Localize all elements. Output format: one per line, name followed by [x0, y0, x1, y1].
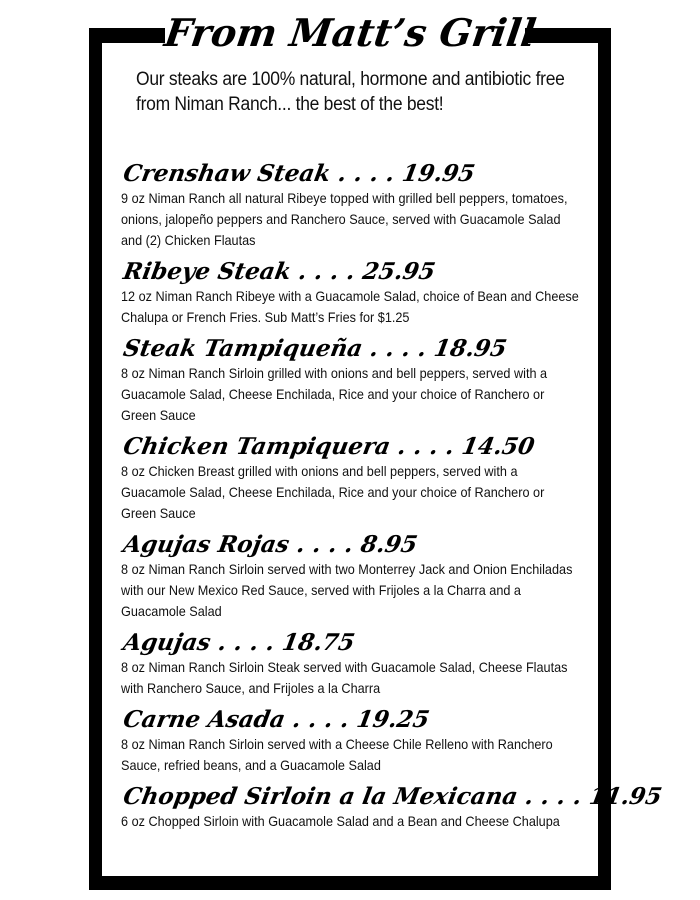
- menu-item-description: 8 oz Niman Ranch Sirloin served with two Monterrey Jack and Onion Enchiladas with our New Mexico Red Sauce, served with Frijoles a la Charra and a Guacamole Salad: [121, 561, 573, 619]
- menu-item-description: 9 oz Niman Ranch all natural Ribeye topped with grilled bell peppers, tomatoes, onions, jalopeño peppers and Ranchero Sauce, served with Guacamole Salad and (2) Chicken Flautas: [121, 190, 568, 248]
- menu-item-price: 18.75: [280, 629, 357, 656]
- menu-item-description: 8 oz Niman Ranch Sirloin served with a Cheese Chile Relleno with Ranchero Sauce, refried beans, and a Guacamole Salad: [121, 736, 553, 773]
- menu-item-name: Crenshaw Steak: [121, 160, 333, 187]
- menu-item-chopped-sirloin: [121, 783, 664, 832]
- menu-item-price: 19.95: [400, 160, 477, 187]
- menu-item-heading: Steak Tampiqueña . . . . 18.95: [121, 335, 509, 362]
- menu-item-name: Agujas Rojas: [121, 531, 292, 558]
- menu-item-description: 12 oz Niman Ranch Ribeye with a Guacamole Salad, choice of Bean and Cheese Chalupa or French Fries. Sub Matt’s Fries for $1.25: [121, 288, 579, 325]
- menu-item-price: 14.50: [459, 433, 537, 460]
- menu-item-crenshaw-steak: [121, 160, 591, 251]
- menu-item-chicken-tampiquera: [121, 433, 591, 524]
- menu-item-price: 19.25: [354, 706, 432, 733]
- menu-item-price: 25.95: [360, 258, 438, 285]
- menu-item-price: 18.95: [432, 335, 509, 362]
- menu-item-ribeye-steak: [121, 258, 591, 328]
- menu-item-name: Ribeye Steak: [121, 258, 294, 285]
- menu-item-agujas: [121, 629, 591, 699]
- menu-item-steak-tampiquena: [121, 335, 591, 426]
- menu-item-heading: Carne Asada . . . . 19.25: [121, 706, 432, 733]
- menu-list: [121, 160, 664, 839]
- menu-item-name: Chicken Tampiquera: [121, 433, 393, 460]
- menu-item-price: 11.95: [587, 783, 664, 810]
- menu-item-heading: Chopped Sirloin a la Mexicana . . . . 11.95: [121, 783, 664, 810]
- menu-intro: Our steaks are 100% natural, hormone and antibiotic free from Niman Ranch... the best of the best!: [136, 69, 565, 115]
- menu-item-heading: Agujas . . . . 18.75: [121, 629, 357, 656]
- menu-item-heading: Ribeye Steak . . . . 25.95: [121, 258, 438, 285]
- menu-item-agujas-rojas: [121, 531, 591, 622]
- menu-item-description: 8 oz Niman Ranch Sirloin grilled with onions and bell peppers, served with a Guacamole Salad, Cheese Enchilada, Rice and your choice of Ranchero or Green Sauce: [121, 365, 548, 423]
- menu-title: From Matt’s Grill: [161, 10, 539, 55]
- menu-item-heading: Chicken Tampiquera . . . . 14.50: [121, 433, 537, 460]
- menu-item-heading: Crenshaw Steak . . . . 19.95: [121, 160, 477, 187]
- menu-item-name: Steak Tampiqueña: [121, 335, 365, 362]
- menu-item-name: Agujas: [121, 629, 213, 656]
- menu-item-price: 8.95: [358, 531, 420, 558]
- menu-item-description: 8 oz Chicken Breast grilled with onions and bell peppers, served with a Guacamole Salad, Cheese Enchilada, Rice and your choice of Ranchero or Green Sauce: [121, 463, 545, 521]
- menu-item-name: Chopped Sirloin a la Mexicana: [121, 783, 520, 810]
- menu-item-description: 6 oz Chopped Sirloin with Guacamole Salad and a Bean and Cheese Chalupa: [121, 813, 560, 829]
- menu-item-heading: Agujas Rojas . . . . 8.95: [121, 531, 420, 558]
- menu-item-description: 8 oz Niman Ranch Sirloin Steak served with Guacamole Salad, Cheese Flautas with Ranchero Sauce, and Frijoles a la Charra: [121, 659, 568, 696]
- menu-item-carne-asada: [121, 706, 591, 776]
- menu-item-name: Carne Asada: [121, 706, 288, 733]
